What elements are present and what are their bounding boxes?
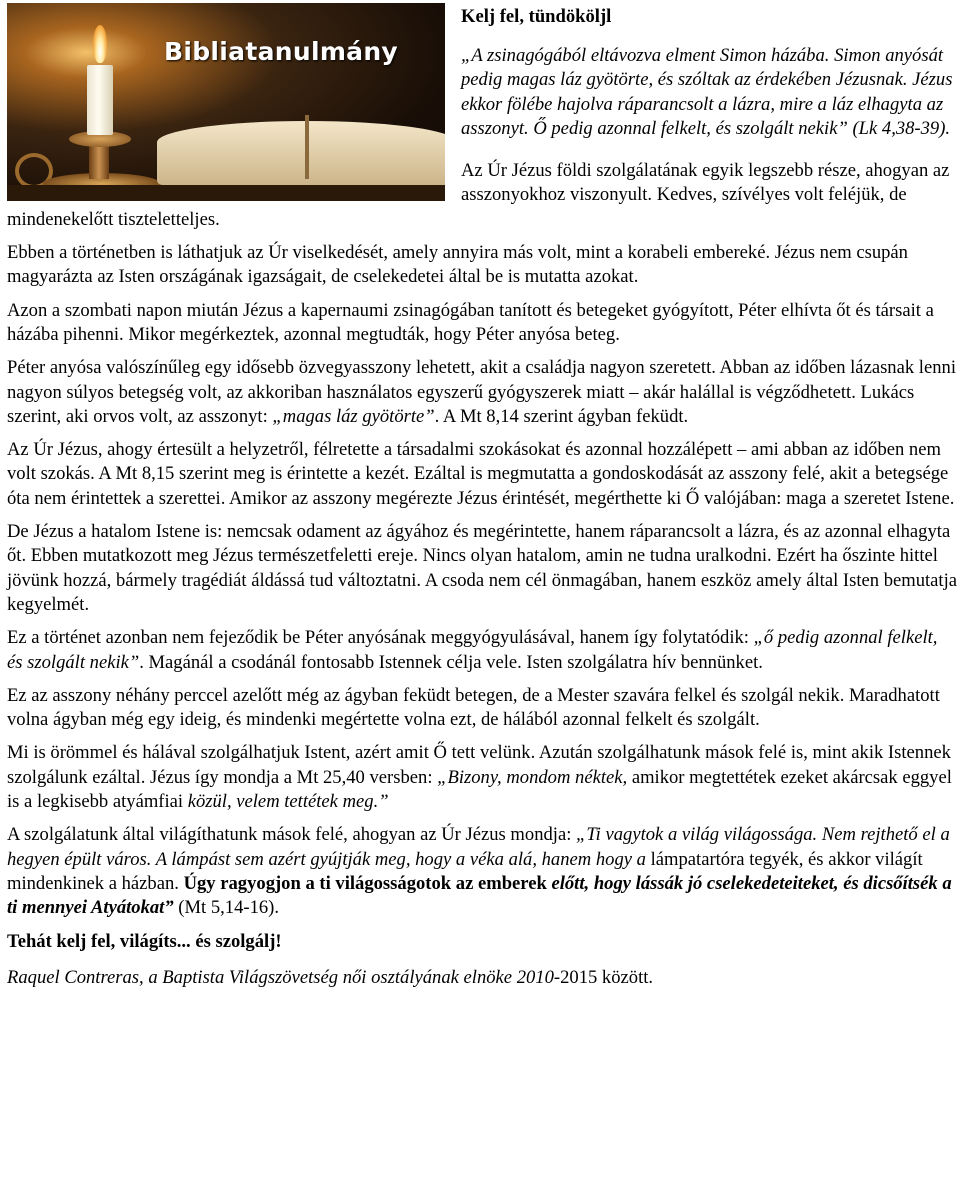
paragraph-3: Azon a szombati napon miután Jézus a kapernaumi zsinagógában tanított és betegeket gyógyított, Péter elhívta őt és társait a házába pihenni. Mikor megérkeztek, azonnal megtudták, hogy Péter anyósa beteg. [7, 299, 934, 345]
candle-flame [93, 25, 107, 63]
table-surface [7, 185, 445, 201]
paragraph-7: Ez a történet azonban nem fejeződik be Péter anyósának meggyógyulásával, hanem így folytatódik: „ő pedig azonnal felkelt, és szolgált nekik”. Magánál a csodánál fontosabb Istennek célja vele. Isten szolgálatra hív bennünket. [7, 627, 938, 673]
banner-title: Bibliatanulmány [164, 37, 399, 66]
candle [87, 65, 113, 135]
paragraph-4: Péter anyósa valószínűleg egy idősebb özvegyasszony lehetett, akit a családja nagyon szeretett. Abban az időben lázasnak lenni nagyon súlyos betegség volt, az akkoriban használatos egyszerű gyógyszerek miatt – akár halállal is végződhetett. Lukács szerint, aki orvos volt, az asszonyt: „magas láz gyötörte”. A Mt 8,14 szerint ágyban feküdt. [7, 357, 956, 427]
paragraph-2: Ebben a történetben is láthatjuk az Úr viselkedését, amely annyira más volt, mint a korabeli embereké. Jézus nem csupán magyarázta az Isten országának igazságait, de cselekedetei által be is mutatta azokat. [7, 242, 908, 288]
bible-study-banner-image [7, 3, 445, 201]
candle-holder-stem [89, 143, 109, 179]
paragraph-9: Mi is örömmel és hálával szolgálhatjuk Istent, azért amit Ő tett velünk. Azután szolgálhatunk mások felé is, mint akik Istennek szolgálunk ezáltal. Jézus így mondja a Mt 25,40 versben: „Bizony, mondom néktek, amikor megtettétek ezeket akárcsak eggyel is a legkisebb atyámfiai közül, velem tettétek meg.” [7, 742, 952, 813]
page-title: Kelj fel, tündököljl [461, 6, 612, 27]
article [7, 0, 957, 999]
paragraph-1: Az Úr Jézus földi szolgálatának egyik legszebb része, ahogyan az asszonyokhoz viszonyult. Kedves, szívélyes volt feléjük, de mindenekelőtt tiszteletteljes. [7, 160, 950, 230]
paragraph-6: De Jézus a hatalom Istene is: nemcsak odament az ágyához és megérintette, hanem ráparancsolt a lázra, és az azonnal elhagyta őt. Ebben mutatkozott meg Jézus természetfeletti ereje. Nincs olyan hatalom, amin ne tudna uralkodni. Ezért ha őszinte hittel jövünk hozzá, bármely tragédiát áldássá tud változtatni. A csoda nem cél önmagában, hanem eszköz amely által Isten bemutatja kegyelmét. [7, 521, 958, 615]
paragraph-10: A szolgálatunk által világíthatunk mások felé, ahogyan az Úr Jézus mondja: „Ti vagytok a világ világossága. Nem rejthető el a hegyen épült város. A lámpást sem azért gyújtják meg, hogy a véka alá, hanem hogy a lámpatartóra tegyék, és akkor világít mindenkinek a házban. Úgy ragyogjon a ti világosságotok az emberek előtt, hogy lássák jó cselekedeteiteket, és dicsőítsék a ti mennyei Atyátokat” (Mt 5,14-16). [7, 824, 952, 919]
open-book-icon [157, 121, 445, 185]
closing-line: Tehát kelj fel, világíts... és szolgálj! [7, 930, 282, 952]
scripture-quote: „A zsinagógából eltávozva elment Simon házába. Simon anyósát pedig magas láz gyötörte, és szóltak az érdekében Jézusnak. Jézus ekkor fölébe hajolva ráparancsolt a lázra, mire a láz elhagyta az asszonyt. Ő pedig azonnal felkelt, és szolgált nekik” (Lk 4,38-39). [461, 45, 953, 139]
paragraph-5: Az Úr Jézus, ahogy értesült a helyzetről, félretette a társadalmi szokásokat és azonnal hozzálépett – ami abban az időben nem volt szokás. A Mt 8,15 szerint meg is érintette a kezét. Ezáltal is megmutatta a gondoskodását az asszony felé, akit a betegsége óta nem érintettek a szerettei. Amikor az asszony megérezte Jézus érintését, megérthette ki Ő valójában: maga a szeretet Istene. [7, 439, 955, 509]
paragraph-8: Ez az asszony néhány perccel azelőtt még az ágyban feküdt betegen, de a Mester szavára felkel és szolgál nekik. Maradhatott volna ágyban még egy ideig, és mindenki megértette volna ezt, de hálából azonnal felkelt és szolgált. [7, 684, 940, 731]
author-signature: Raquel Contreras, a Baptista Világszövetség női osztályának elnöke 2010-2015 között. [7, 966, 654, 988]
